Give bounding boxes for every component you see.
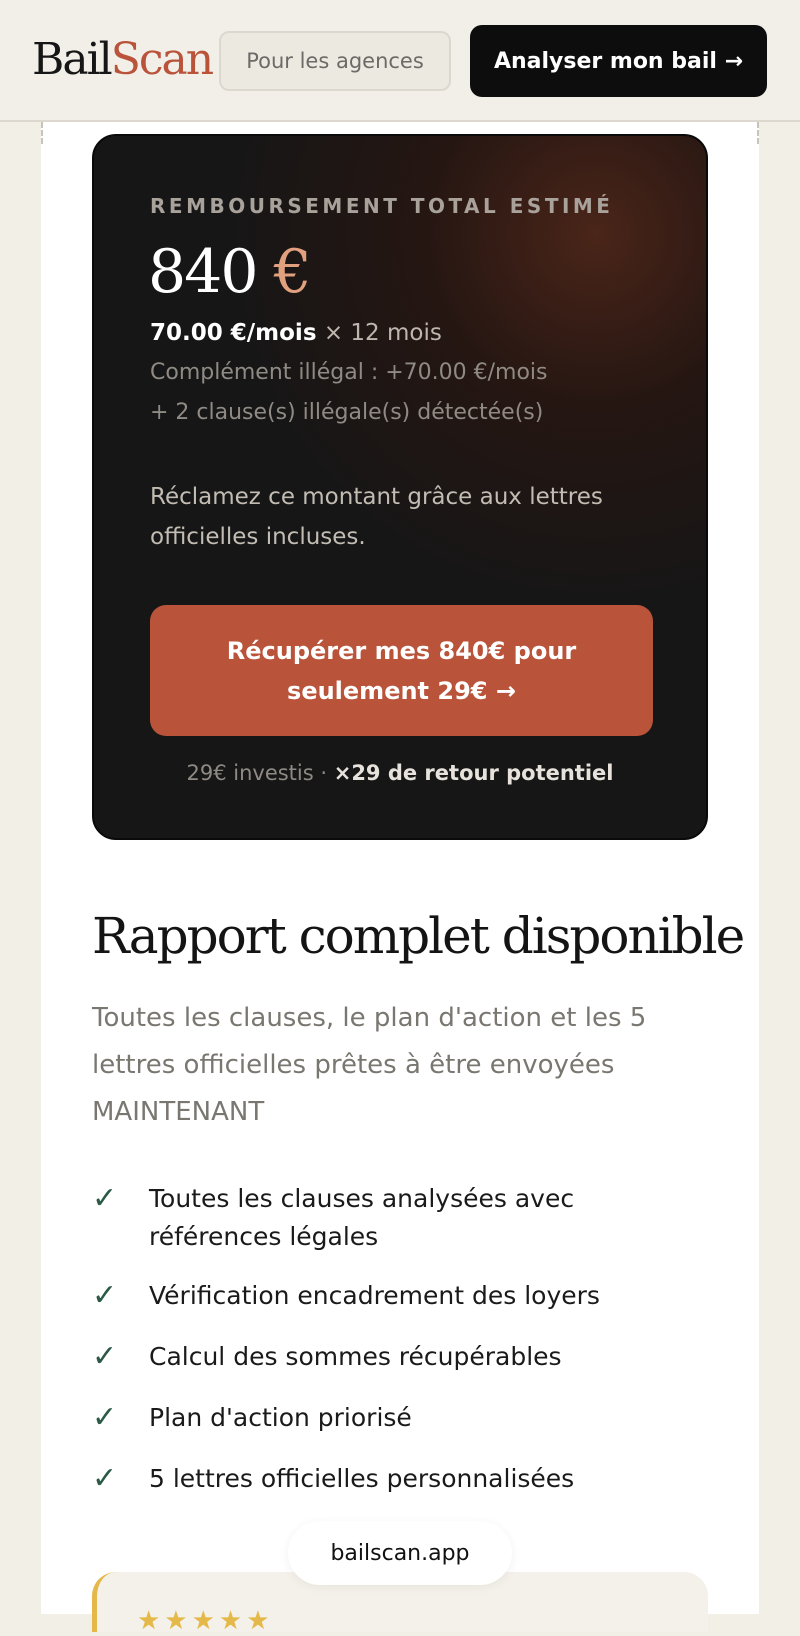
dashed-divider-left [41,122,43,144]
refund-currency: € [273,237,310,307]
check-icon: ✓ [92,1181,118,1216]
feature-text: Vérification encadrement des loyers [149,1281,600,1310]
claim-text: Réclamez ce montant grâce aux lettres officielles incluses. [150,484,603,550]
bailscan-logo[interactable] [32,30,212,90]
feature-text: Calcul des sommes récupérables [149,1342,562,1371]
refund-amount [148,232,310,312]
check-icon: ✓ [92,1278,118,1313]
illegal-clauses-count: + 2 clause(s) illégale(s) détectée(s) [150,400,544,425]
feature-text: Plan d'action priorisé [149,1403,412,1432]
cta-line-1: Récupérer mes 840€ pour [226,636,577,665]
check-icon: ✓ [92,1461,118,1496]
top-header [0,0,800,122]
check-icon: ✓ [92,1400,118,1435]
monthly-amount: 70.00 €/mois [150,320,317,346]
cta-line-2: seulement 29€ → [287,676,516,705]
content-sheet [41,122,759,1636]
refund-label: REMBOURSEMENT TOTAL ESTIMÉ [150,194,614,218]
star-rating-icon: ★★★★★ [137,1606,274,1636]
refund-amount-value: 840 [148,237,257,307]
feature-text: 5 lettres officielles personnalisées [149,1464,575,1493]
feature-text: Toutes les clauses analysées avec références légales [149,1184,575,1251]
check-icon: ✓ [92,1339,118,1374]
report-subtitle: Toutes les clauses, le plan d'action et les 5 lettres officielles prêtes à être envoyées MAINTENANT [92,1003,647,1127]
roi-invested: 29€ investis · [186,761,334,785]
roi-note [94,756,706,790]
refund-monthly [150,316,442,350]
agencies-button[interactable]: Pour les agences [219,31,451,91]
dashed-divider-right [757,122,759,144]
logo-text-scan: Scan [110,34,213,85]
recover-cta-button[interactable] [150,605,653,736]
refund-card [92,134,708,840]
illegal-complement: Complément illégal : +70.00 €/mois [150,360,548,385]
url-bar[interactable]: bailscan.app [288,1521,512,1585]
monthly-multiplier: × 12 mois [316,320,442,346]
roi-return: ×29 de retour potentiel [333,761,614,785]
analyse-lease-button[interactable]: Analyser mon bail → [470,25,767,97]
logo-text-bail: Bail [32,34,111,85]
report-title: Rapport complet disponible [92,907,744,965]
